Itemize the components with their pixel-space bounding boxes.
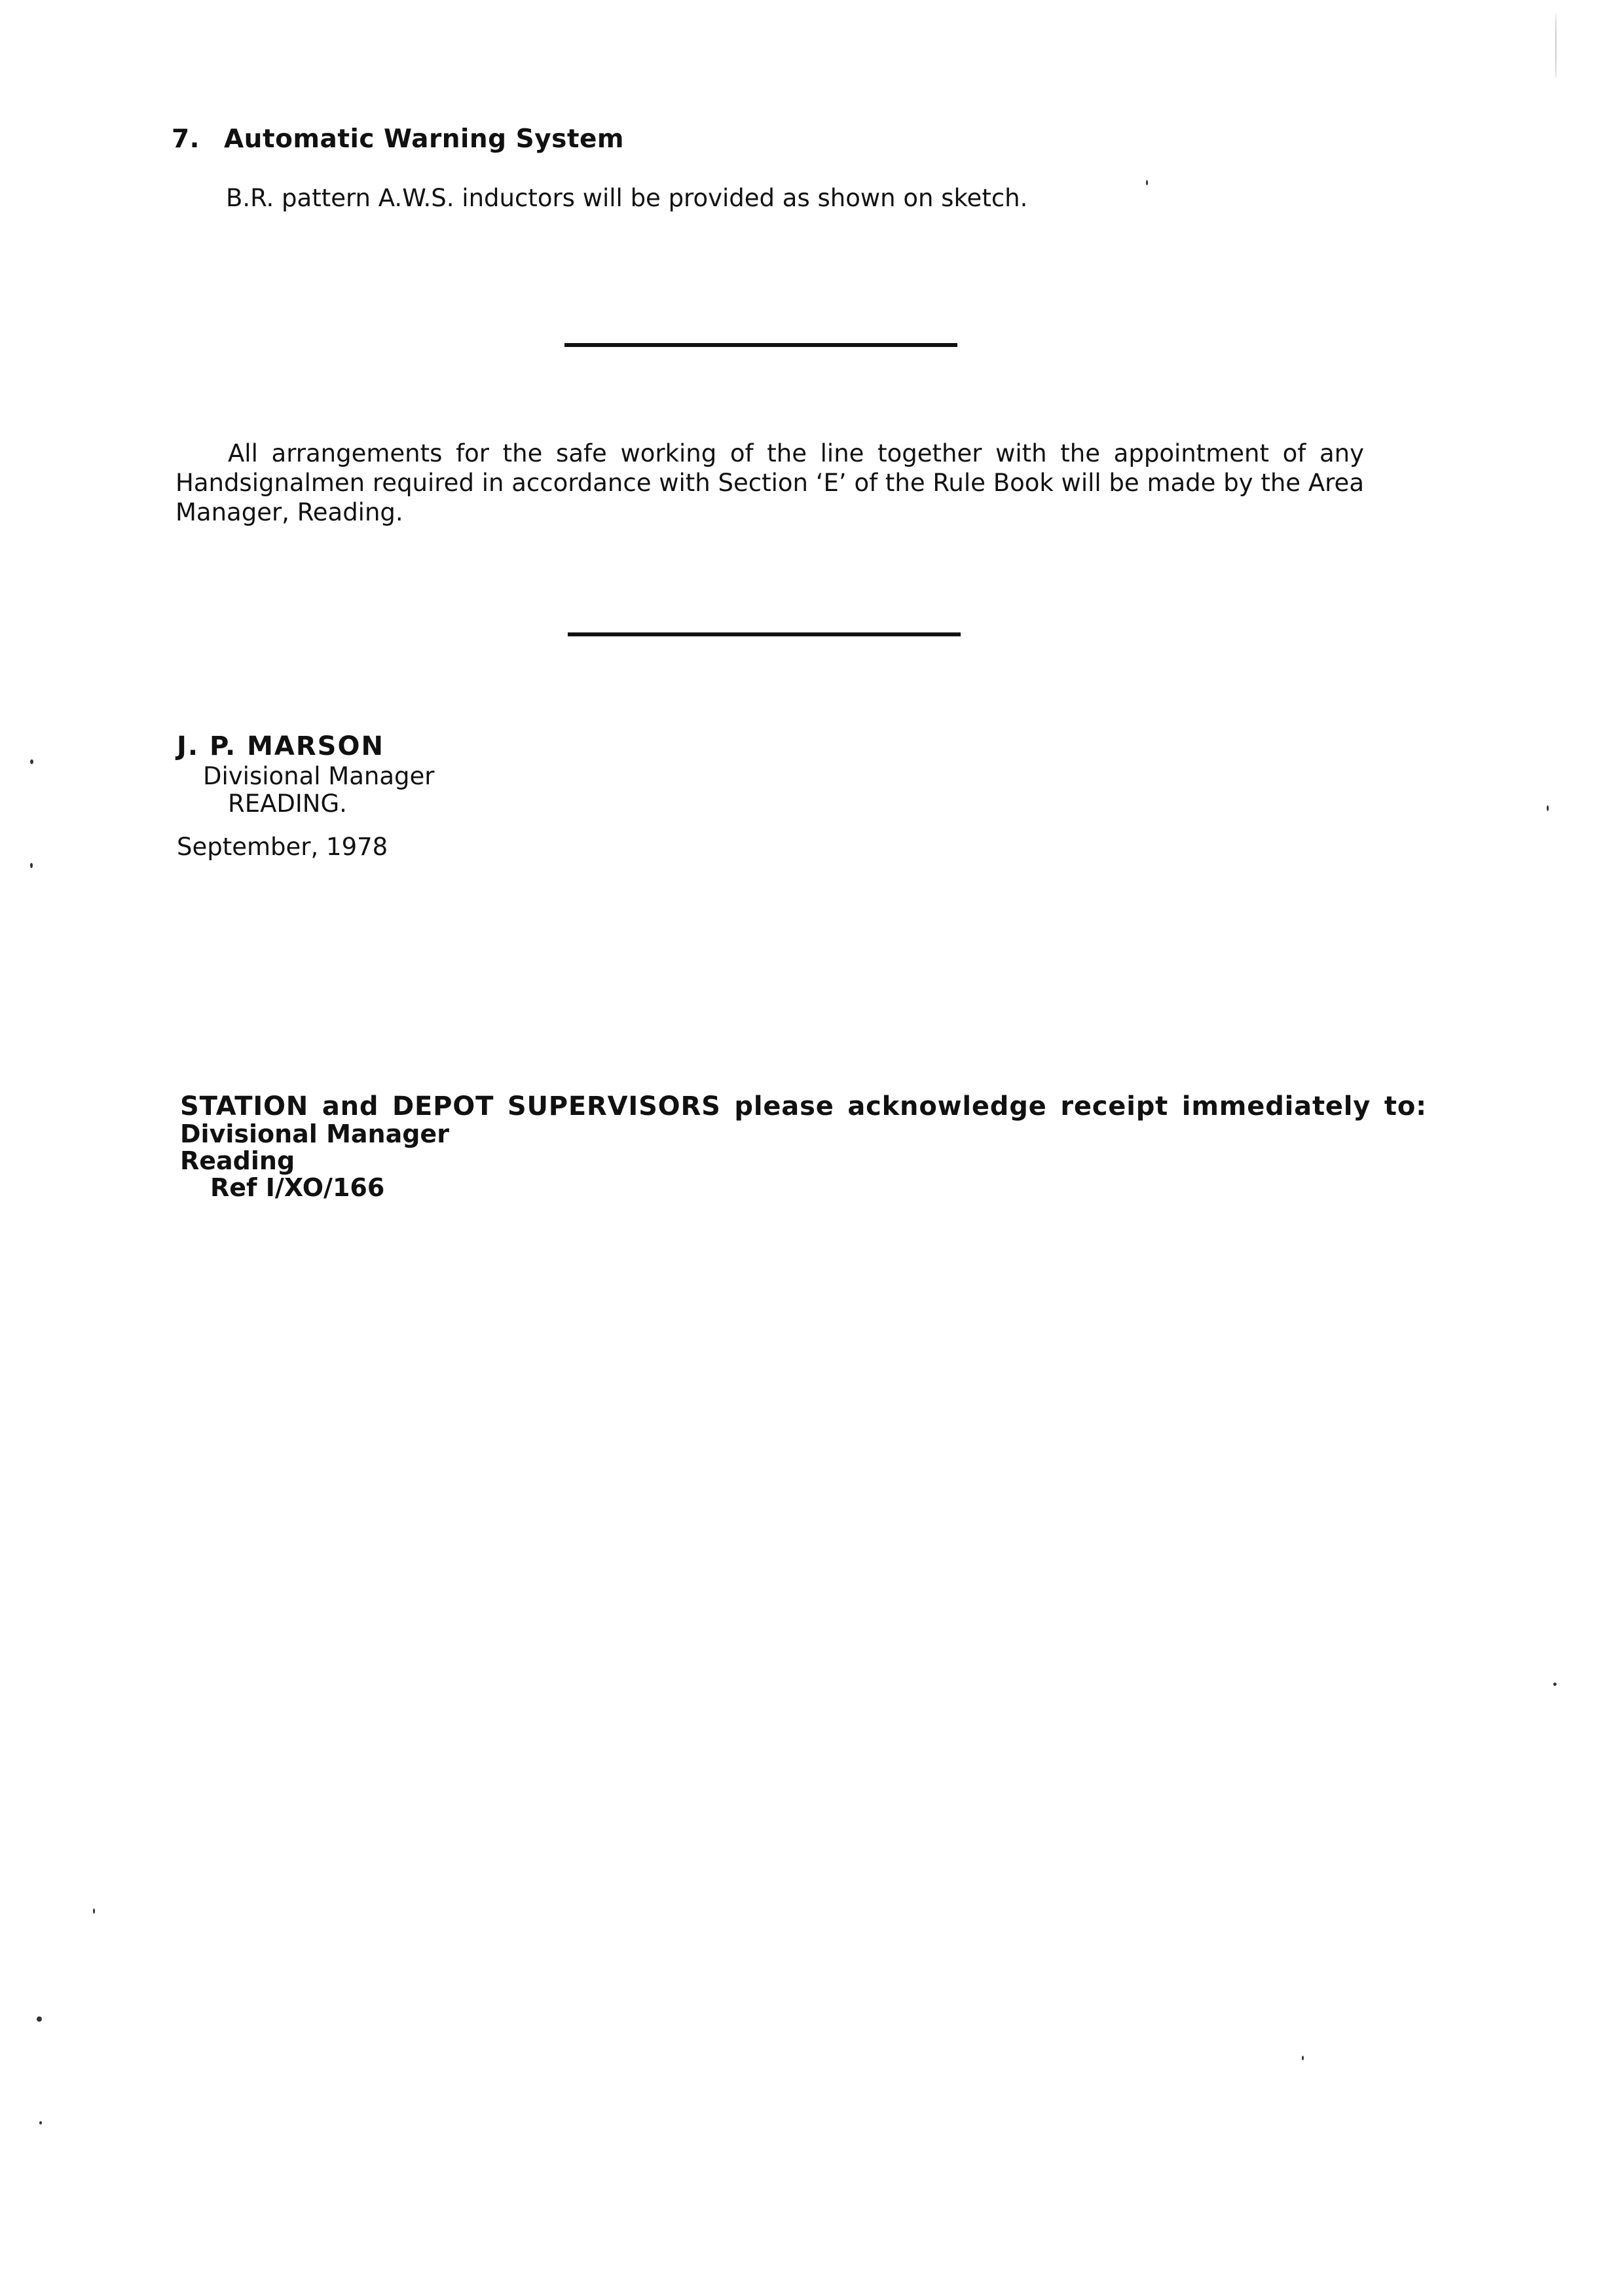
scan-speck <box>1547 805 1549 811</box>
horizontal-rule <box>568 632 961 636</box>
scan-speck <box>1302 2056 1304 2060</box>
scan-speck <box>93 1908 95 1914</box>
acknowledgement-block <box>180 1092 1427 1201</box>
scan-speck <box>39 2121 42 2124</box>
signatory-name: J. P. MARSON <box>177 731 384 761</box>
signatory-place: READING. <box>228 790 347 818</box>
section-number: 7. <box>172 124 200 154</box>
document-date: September, 1978 <box>177 833 388 861</box>
horizontal-rule <box>564 343 957 347</box>
acknowledgement-recipient: Divisional Manager <box>180 1120 449 1148</box>
section-title: Automatic Warning System <box>224 124 625 154</box>
scan-speck <box>37 2016 42 2022</box>
acknowledgement-instruction: STATION and DEPOT SUPERVISORS please acknowledge receipt immediately to: <box>180 1091 1427 1121</box>
acknowledgement-location: Reading <box>180 1146 295 1175</box>
signatory-title: Divisional Manager <box>203 762 435 790</box>
acknowledgement-reference: Ref I/XO/166 <box>210 1173 385 1202</box>
scan-speck <box>30 863 33 868</box>
signature-block <box>177 730 435 818</box>
arrangements-paragraph: All arrangements for the safe working of the line together with the appointment of any Handsignalmen required in accordance with Section ‘E’ of the Rule Book will be made by the Area Manager, Reading. <box>175 439 1364 526</box>
scan-speck <box>30 759 33 764</box>
scan-speck <box>1146 180 1148 185</box>
scan-speck <box>1553 1683 1557 1686</box>
section-heading <box>172 124 624 154</box>
aws-paragraph: B.R. pattern A.W.S. inductors will be provided as shown on sketch. <box>226 184 1028 212</box>
scan-speck <box>1555 13 1557 79</box>
